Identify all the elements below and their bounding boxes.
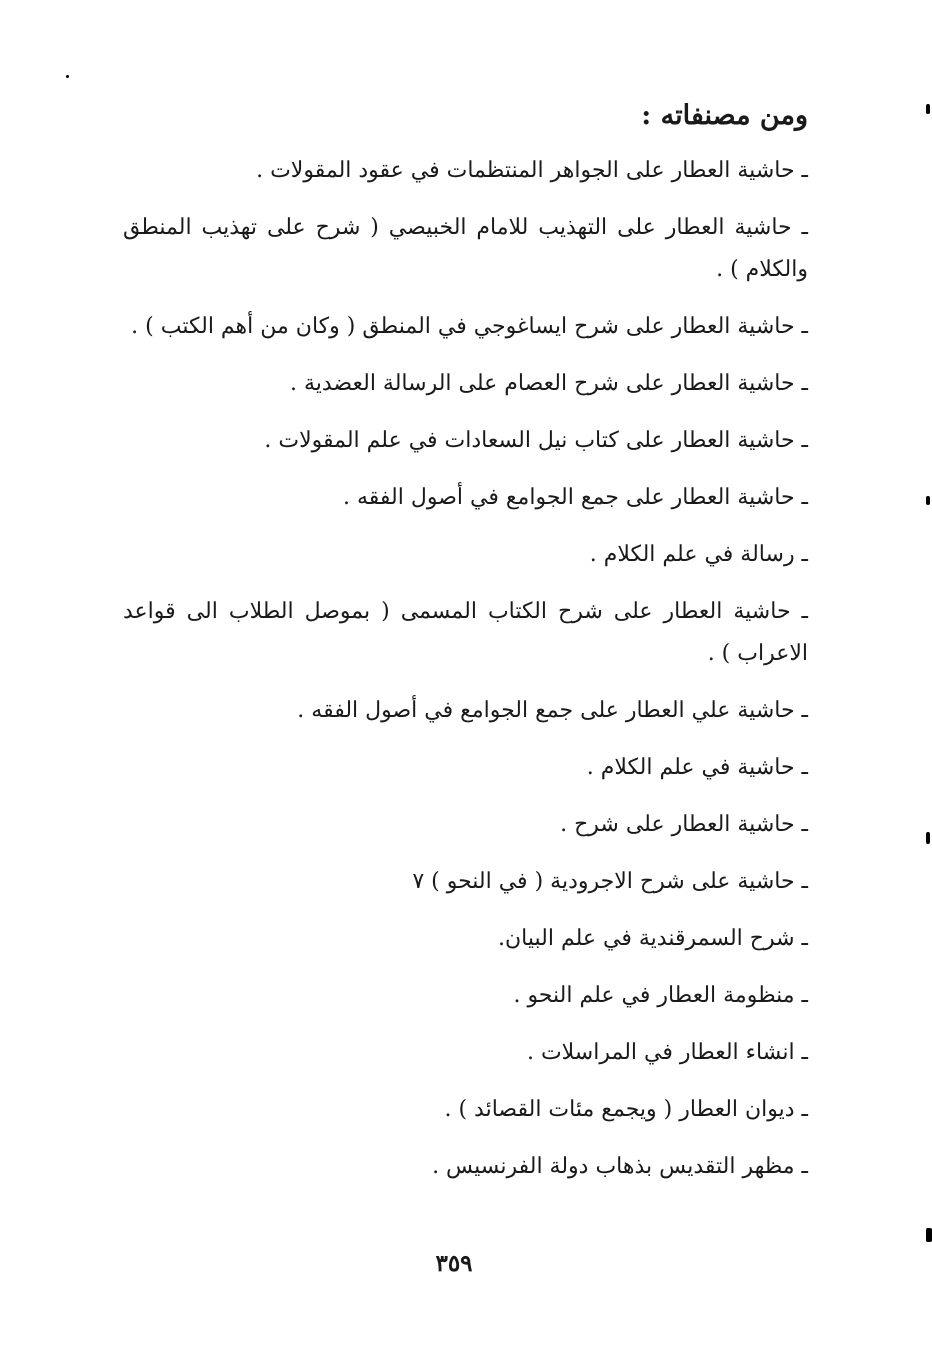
- list-item: ـ مظهر التقديس بذهاب دولة الفرنسيس .: [432, 1154, 808, 1179]
- scan-speck: [926, 832, 930, 844]
- list-item: ـ حاشية العطار على شرح العصام على الرسالة العضدية .: [289, 371, 808, 396]
- scan-speck: [66, 75, 69, 78]
- list-item: ـ حاشية في علم الكلام .: [586, 755, 808, 780]
- scan-speck: [926, 104, 930, 114]
- list-item: ـ حاشية على شرح الاجرودية ( في النحو ) ٧: [412, 869, 808, 894]
- list-item: ـ انشاء العطار في المراسلات .: [526, 1040, 808, 1065]
- scan-speck: [926, 1228, 932, 1242]
- list-item: ـ ديوان العطار ( ويجمع مئات القصائد ) .: [444, 1097, 808, 1122]
- works-list: [123, 150, 808, 1203]
- section-heading: ومن مصنفاته :: [641, 100, 808, 131]
- list-item: ـ حاشية علي العطار على جمع الجوامع في أصول الفقه .: [297, 698, 808, 723]
- list-item: ـ رسالة في علم الكلام .: [589, 542, 808, 567]
- scan-speck: [926, 496, 930, 505]
- list-item: ـ حاشية العطار على التهذيب للامام الخبيصي ( شرح على تهذيب المنطق والكلام ) .: [123, 215, 808, 282]
- list-item: ـ حاشية العطار على شرح .: [560, 812, 808, 837]
- list-item: ـ حاشية العطار على جمع الجوامع في أصول الفقه .: [343, 485, 808, 510]
- list-item: ـ حاشية العطار على شرح الكتاب المسمى ( بموصل الطلاب الى قواعد الاعراب ) .: [123, 599, 808, 666]
- list-item: ـ شرح السمرقندية في علم البيان.: [498, 926, 808, 951]
- list-item: ـ حاشية العطار على كتاب نيل السعادات في علم المقولات .: [264, 428, 808, 453]
- page-number: ٣٥٩: [435, 1250, 473, 1277]
- list-item: ـ منظومة العطار في علم النحو .: [513, 983, 808, 1008]
- list-item: ـ حاشية العطار على شرح ايساغوجي في المنطق ( وكان من أهم الكتب ) .: [131, 314, 808, 339]
- list-item: ـ حاشية العطار على الجواهر المنتظمات في عقود المقولات .: [256, 158, 808, 183]
